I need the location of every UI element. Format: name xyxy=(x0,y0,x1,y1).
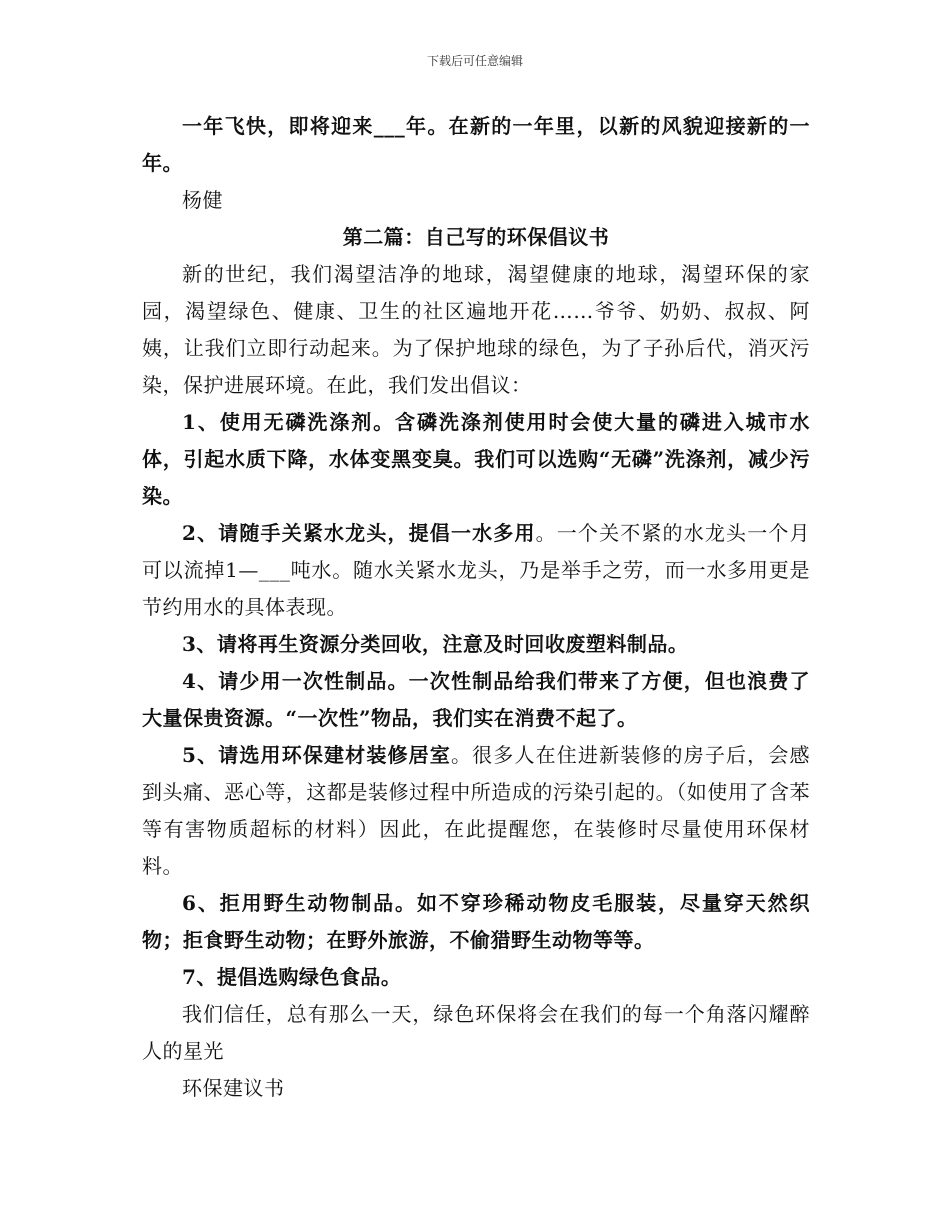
section-title: 第二篇：自己写的环保倡议书 xyxy=(342,225,610,249)
paragraph-new-year: 一年飞快，即将迎来___年。在新的一年里，以新的风貌迎接新的一年。 xyxy=(142,114,810,175)
proposal-item-5 xyxy=(142,737,810,885)
proposal-item-2-body: 。一个关不紧的水龙头一个月可以流掉1—___吨水。随水关紧水龙头，乃是举手之劳，而一水多用更是节约用水的具体表现。 xyxy=(142,521,811,619)
proposal-item-5-body: 。很多人在住进新装修的房子后，会感到头痛、恶心等，这都是装修过程中所造成的污染引起的。（如使用了含苯等有害物质超标的材料）因此，在此提醒您，在装修时尽量使用环保材料。 xyxy=(142,743,810,878)
proposal-item-4: 4、请少用一次性制品。一次性制品给我们带来了方便，但也浪费了大量保贵资源。“一次性”物品，我们实在消费不起了。 xyxy=(142,669,810,730)
proposal-item-6: 6、拒用野生动物制品。如不穿珍稀动物皮毛服装，尽量穿天然织物；拒食野生动物；在野外旅游，不偷猎野生动物等等。 xyxy=(142,891,810,952)
proposal-item-7: 7、提倡选购绿色食品。 xyxy=(182,965,402,989)
paragraph-intro: 新的世纪，我们渴望洁净的地球，渴望健康的地球，渴望环保的家园，渴望绿色、健康、卫生的社区遍地开花……爷爷、奶奶、叔叔、阿姨，让我们立即行动起来。为了保护地球的绿色，为了子孙后代，消灭污染，保护进展环境。在此，我们发出倡议： xyxy=(142,262,810,397)
page-header-note: 下载后可任意编辑 xyxy=(426,54,523,68)
proposal-item-3: 3、请将再生资源分类回收，注意及时回收废塑料制品。 xyxy=(182,632,689,656)
proposal-item-1: 1、使用无磷洗涤剂。含磷洗涤剂使用时会使大量的磷进入城市水体，引起水质下降，水体变黑变臭。我们可以选购“无磷”洗涤剂，减少污染。 xyxy=(142,410,810,508)
proposal-item-2 xyxy=(142,515,810,626)
signature-yang-jian: 杨健 xyxy=(182,188,223,212)
paragraph-closing: 我们信任，总有那么一天，绿色环保将会在我们的每一个角落闪耀醉人的星光 xyxy=(142,1002,810,1063)
signature-proposal: 环保建议书 xyxy=(182,1076,285,1100)
proposal-item-5-heading: 5、请选用环保建材装修居室 xyxy=(182,743,451,767)
document-body xyxy=(142,108,810,1107)
proposal-item-2-heading: 2、请随手关紧水龙头，提倡一水多用 xyxy=(182,521,536,545)
